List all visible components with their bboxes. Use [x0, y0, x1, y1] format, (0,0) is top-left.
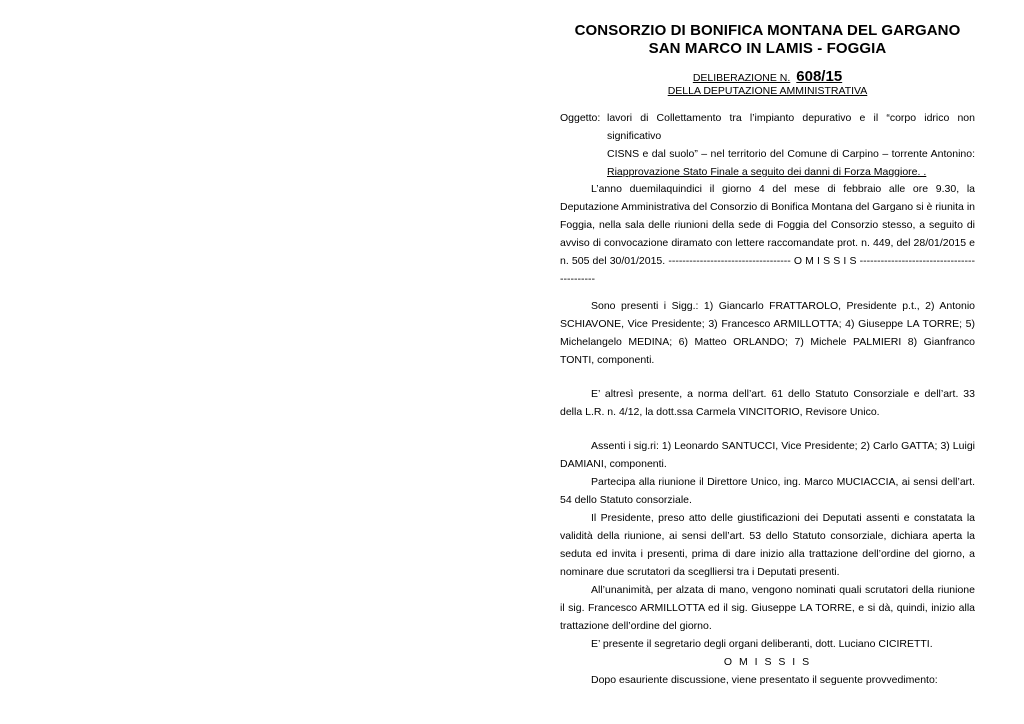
subject-label: Oggetto:	[560, 112, 601, 124]
document-body	[560, 180, 975, 689]
paragraph-president: Il Presidente, preso atto delle giustificazioni dei Deputati assenti e constatata la validità della riunione, ai sensi dell’art. 53 dello Statuto consorziale, dichiara aperta la seduta ed invita i presenti, prima di dare inizio alla trattazione dell’ordine del giorno, a nominare due scrutatori da sceglliersi tra i Deputati presenti.	[560, 512, 975, 578]
paragraph-secretary: E’ presente il segretario degli organi deliberanti, dott. Luciano CICIRETTI.	[591, 638, 933, 650]
subject-line-1: lavori di Collettamento tra l’impianto depurativo e il “corpo idrico non significativo	[607, 112, 975, 142]
consortium-location: SAN MARCO IN LAMIS - FOGGIA	[648, 40, 887, 57]
paragraph-meeting-date: L’anno duemilaquindici il giorno 4 del mese di febbraio alle ore 9.30, la Deputazione Amministrativa del Consorzio di Bonifica Montana del Gargano si è riunita in Foggia, nella sala delle riunioni della sede di Foggia del Consorzio stesso, a seguito di avviso di convocazione diramato con lettere raccomandate prot. n. 449, del 28/01/2015 e n. 505 del 30/01/2015. ----------------------------------- O M I S S I S -------------------------------------------	[560, 183, 975, 285]
omissis-marker: O M I S S I S	[723, 656, 812, 668]
deliberation-label: DELIBERAZIONE N.	[692, 72, 791, 84]
paragraph-absent-members: Assenti i sig.ri: 1) Leonardo SANTUCCI, Vice Presidente; 2) Carlo GATTA; 3) Luigi DAMIANI, componenti.	[560, 440, 975, 470]
paragraph-director: Partecipa alla riunione il Direttore Unico, ing. Marco MUCIACCIA, ai sensi dell’art. 54 dello Statuto consorziale.	[560, 476, 975, 506]
subject-block	[560, 109, 975, 181]
consortium-name: CONSORZIO DI BONIFICA MONTANA DEL GARGANO	[574, 22, 961, 39]
deliberation-subtitle: DELLA DEPUTAZIONE AMMINISTRATIVA	[667, 85, 868, 97]
subject-line-2: CISNS e dal suolo” – nel territorio del Comune di Carpino – torrente Antonino:	[607, 148, 975, 160]
paragraph-provision: Dopo esauriente discussione, viene presentato il seguente provvedimento:	[591, 674, 938, 686]
subject-line-3: Riapprovazione Stato Finale a seguito dei danni di Forza Maggiore. .	[607, 166, 927, 178]
paragraph-auditor: E’ altresì presente, a norma dell’art. 61 dello Statuto Consorziale e dell’art. 33 della L.R. n. 4/12, la dott.ssa Carmela VINCITORIO, Revisore Unico.	[560, 388, 975, 418]
deliberation-number: 608/15	[796, 68, 843, 85]
deliberation-heading	[560, 70, 975, 98]
subject-text	[607, 109, 975, 181]
document-header	[560, 22, 975, 58]
paragraph-scrutineers: All’unanimità, per alzata di mano, vengono nominati quali scrutatori della riunione il sig. Francesco ARMILLOTTA ed il sig. Giuseppe LA TORRE, e si dà, quindi, inizio alla trattazione dell’ordine del giorno.	[560, 584, 975, 632]
paragraph-present-members: Sono presenti i Sigg.: 1) Giancarlo FRATTAROLO, Presidente p.t., 2) Antonio SCHIAVONE, Vice Presidente; 3) Francesco ARMILLOTTA; 4) Giuseppe LA TORRE; 5) Michelangelo MEDINA; 6) Matteo ORLANDO; 7) Michele PALMIERI 8) Gianfranco TONTI, componenti.	[560, 300, 975, 366]
